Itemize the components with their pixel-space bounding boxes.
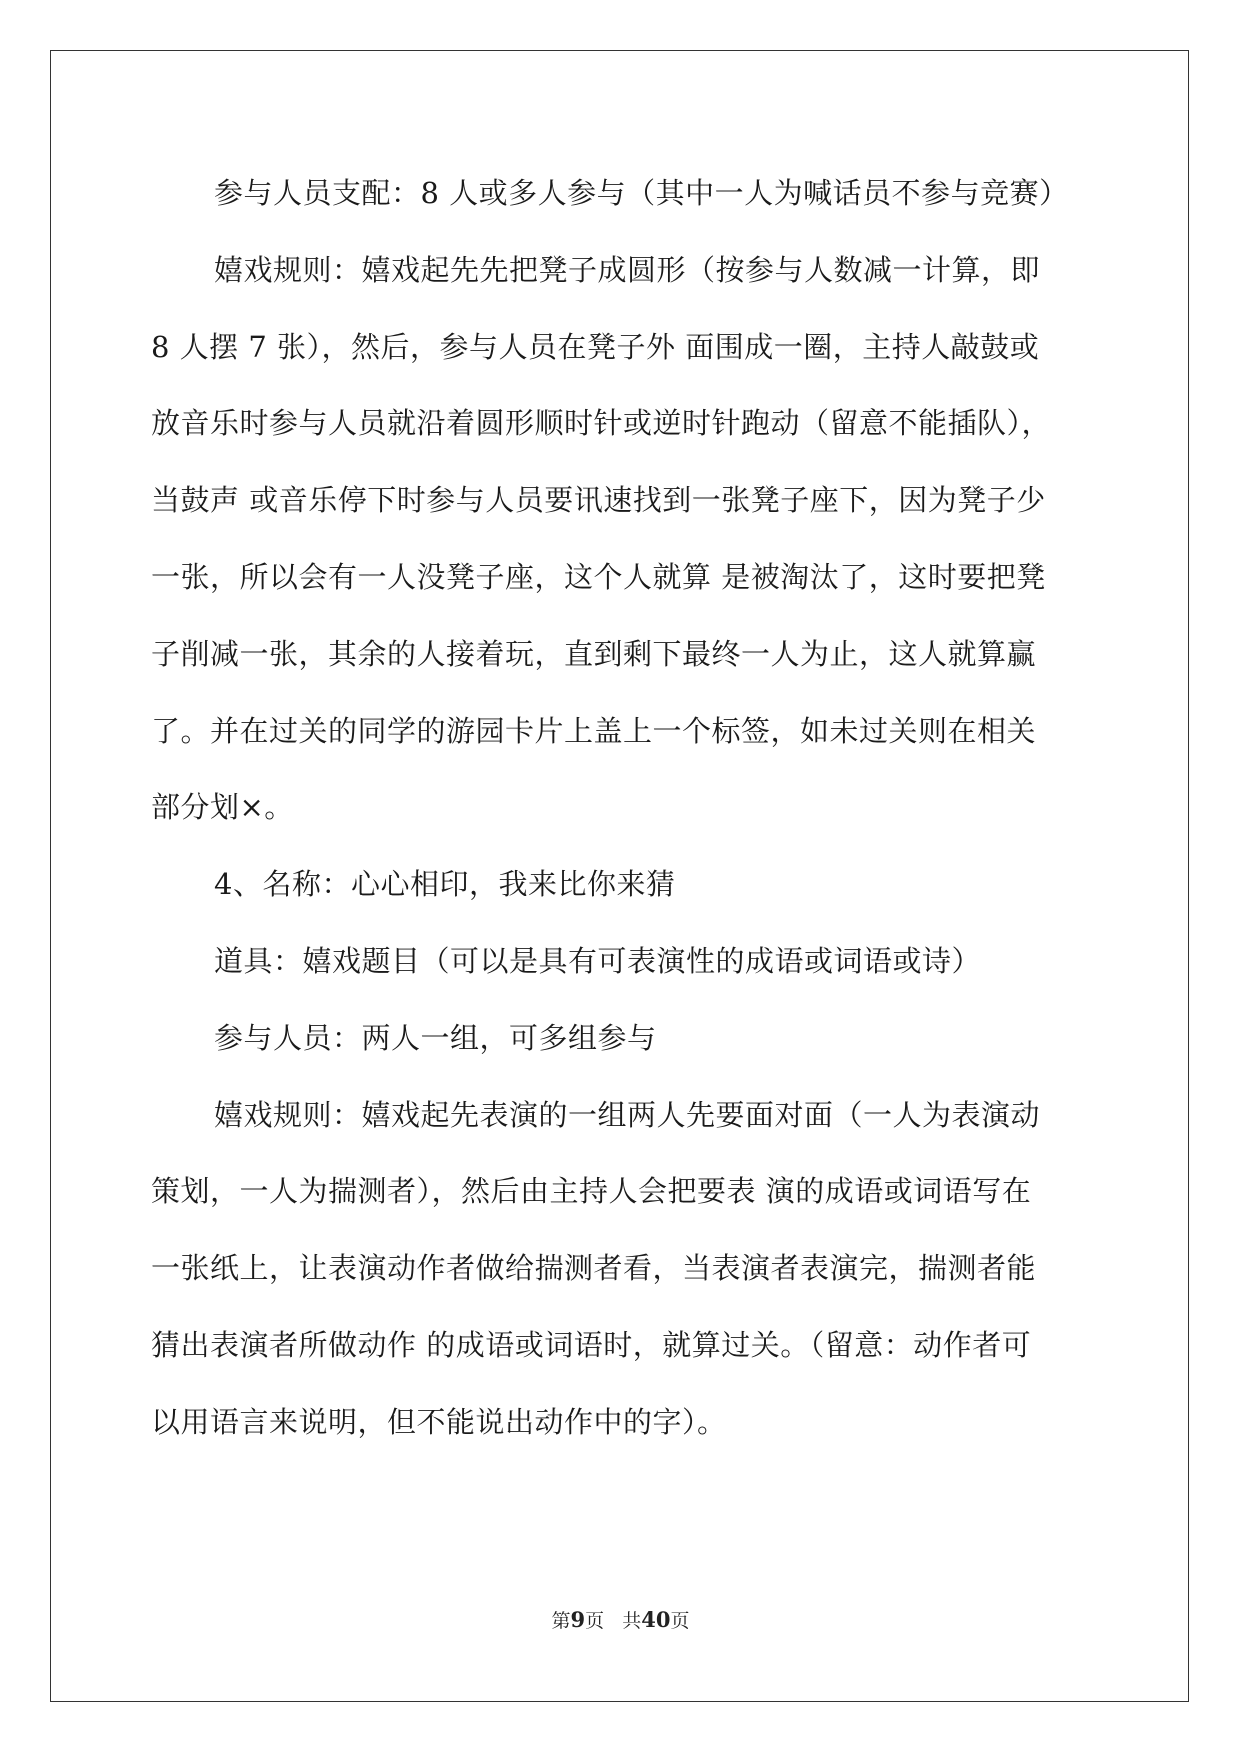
page-footer (0, 1606, 1241, 1633)
text-line: 放音乐时参与人员就沿着圆形顺时针或逆时针跑动（留意不能插队）， (151, 406, 1052, 441)
document-body (151, 155, 1091, 1461)
text-line: 嬉戏规则：嬉戏起先表演的一组两人先要面对面（一人为表演动 (214, 1097, 1041, 1132)
section-heading: 4、名称：心心相印，我来比你来猜 (214, 867, 676, 902)
text-line: 一张纸上，让表演动作者做给揣测者看，当表演者表演完，揣测者能 (151, 1251, 1037, 1286)
text-line: 猜出表演者所做动作 的成语或词语时，就算过关。（留意：动作者可 (151, 1327, 1032, 1362)
text-line: 参与人员：两人一组，可多组参与 (214, 1020, 657, 1055)
text-line: 一张，所以会有一人没凳子座，这个人就算 是被淘汰了，这时要把凳 (151, 559, 1046, 594)
footer-total-prefix: 共 (622, 1610, 642, 1632)
text-line: 道具：嬉戏题目（可以是具有可表演性的成语或词语或诗） (214, 943, 982, 978)
text-line: 子削减一张，其余的人接着玩，直到剩下最终一人为止，这人就算赢 (151, 636, 1037, 671)
footer-total-unit: 页 (670, 1610, 690, 1632)
footer-page-unit: 页 (585, 1610, 605, 1632)
page-number: 9 (570, 1607, 586, 1632)
total-pages: 40 (641, 1607, 671, 1632)
footer-prefix: 第 (551, 1610, 571, 1632)
text-line: 了。并在过关的同学的游园卡片上盖上一个标签，如未过关则在相关 (151, 713, 1037, 748)
text-line: 当鼓声 或音乐停下时参与人员要讯速找到一张凳子座下，因为凳子少 (151, 483, 1046, 518)
text-line: 策划，一人为揣测者），然后由主持人会把要表 演的成语或词语写在 (151, 1174, 1032, 1209)
text-line: 以用语言来说明，但不能说出动作中的字）。 (151, 1404, 727, 1439)
text-line: 8 人摆 7 张），然后，参与人员在凳子外 面围成一圈，主持人敲鼓或 (151, 329, 1040, 364)
text-line: 参与人员支配：8 人或多人参与（其中一人为喊话员不参与竞赛） (214, 176, 1069, 210)
text-line: 部分划×。 (151, 790, 294, 825)
text-line: 嬉戏规则：嬉戏起先先把凳子成圆形（按参与人数减一计算，即 (214, 252, 1041, 287)
